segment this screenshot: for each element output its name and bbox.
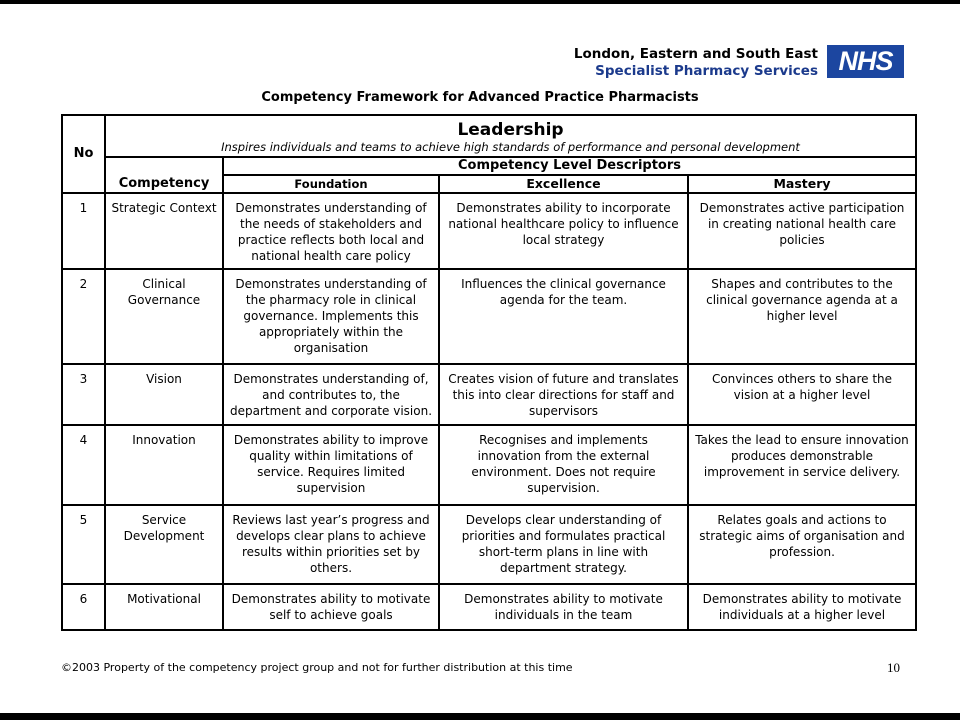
row-number: 3 [62,364,105,425]
level-header-excellence: Excellence [439,175,688,193]
competency-name: Clinical Governance [105,269,223,364]
section-subtitle: Inspires individuals and teams to achieve high standards of performance and personal development [221,140,800,154]
bottom-border [0,713,960,720]
nhs-logo: NHS [827,45,904,78]
mastery-descriptor: Demonstrates ability to motivate individuals at a higher level [688,584,916,630]
section-header [105,115,916,157]
mastery-descriptor: Shapes and contributes to the clinical governance agenda at a higher level [688,269,916,364]
competency-name: Motivational [105,584,223,630]
excellence-descriptor: Demonstrates ability to motivate individuals in the team [439,584,688,630]
foundation-descriptor: Demonstrates ability to improve quality within limitations of service. Requires limited supervision [223,425,439,505]
document-title: Competency Framework for Advanced Practice Pharmacists [261,90,699,105]
level-header-foundation: Foundation [223,175,439,193]
foundation-descriptor: Reviews last year’s progress and develops clear plans to achieve results within priorities set by others. [223,505,439,584]
foundation-descriptor: Demonstrates ability to motivate self to achieve goals [223,584,439,630]
organisation-name [560,46,818,80]
top-border [0,0,960,4]
foundation-descriptor: Demonstrates understanding of the pharmacy role in clinical governance. Implements this appropriately within the organisation [223,269,439,364]
excellence-descriptor: Recognises and implements innovation from the external environment. Does not require supervision. [439,425,688,505]
competency-name: Service Development [105,505,223,584]
organisation-line-1: London, Eastern and South East [573,46,818,62]
row-number: 2 [62,269,105,364]
mastery-descriptor: Relates goals and actions to strategic aims of organisation and profession. [688,505,916,584]
competency-header: Competency [105,157,223,193]
excellence-descriptor: Creates vision of future and translates this into clear directions for staff and supervisors [439,364,688,425]
table-row [62,584,916,630]
competency-name: Strategic Context [105,193,223,269]
mastery-descriptor: Convinces others to share the vision at a higher level [688,364,916,425]
level-header-mastery: Mastery [688,175,916,193]
table-row [62,193,916,269]
competency-name: Innovation [105,425,223,505]
organisation-line-2: Specialist Pharmacy Services [595,63,818,79]
mastery-descriptor: Takes the lead to ensure innovation produces demonstrable improvement in service delivery. [688,425,916,505]
competency-table [61,114,917,631]
table-row [62,364,916,425]
excellence-descriptor: Influences the clinical governance agenda for the team. [439,269,688,364]
foundation-descriptor: Demonstrates understanding of the needs of stakeholders and practice reflects both local and national health care policy [223,193,439,269]
foundation-descriptor: Demonstrates understanding of, and contributes to, the department and corporate vision. [223,364,439,425]
copyright-notice: ©2003 Property of the competency project group and not for further distribution at this time [61,661,573,674]
table-row [62,269,916,364]
excellence-descriptor: Demonstrates ability to incorporate national healthcare policy to influence local strategy [439,193,688,269]
row-number: 5 [62,505,105,584]
table-row [62,505,916,584]
competency-name: Vision [105,364,223,425]
row-number: 6 [62,584,105,630]
table-row [62,425,916,505]
row-number: 4 [62,425,105,505]
section-title: Leadership [457,120,564,140]
no-header: No [62,115,105,193]
mastery-descriptor: Demonstrates active participation in creating national health care policies [688,193,916,269]
page-number: 10 [887,660,900,675]
descriptors-header: Competency Level Descriptors [223,157,916,175]
row-number: 1 [62,193,105,269]
excellence-descriptor: Develops clear understanding of priorities and formulates practical short-term plans in line with department strategy. [439,505,688,584]
